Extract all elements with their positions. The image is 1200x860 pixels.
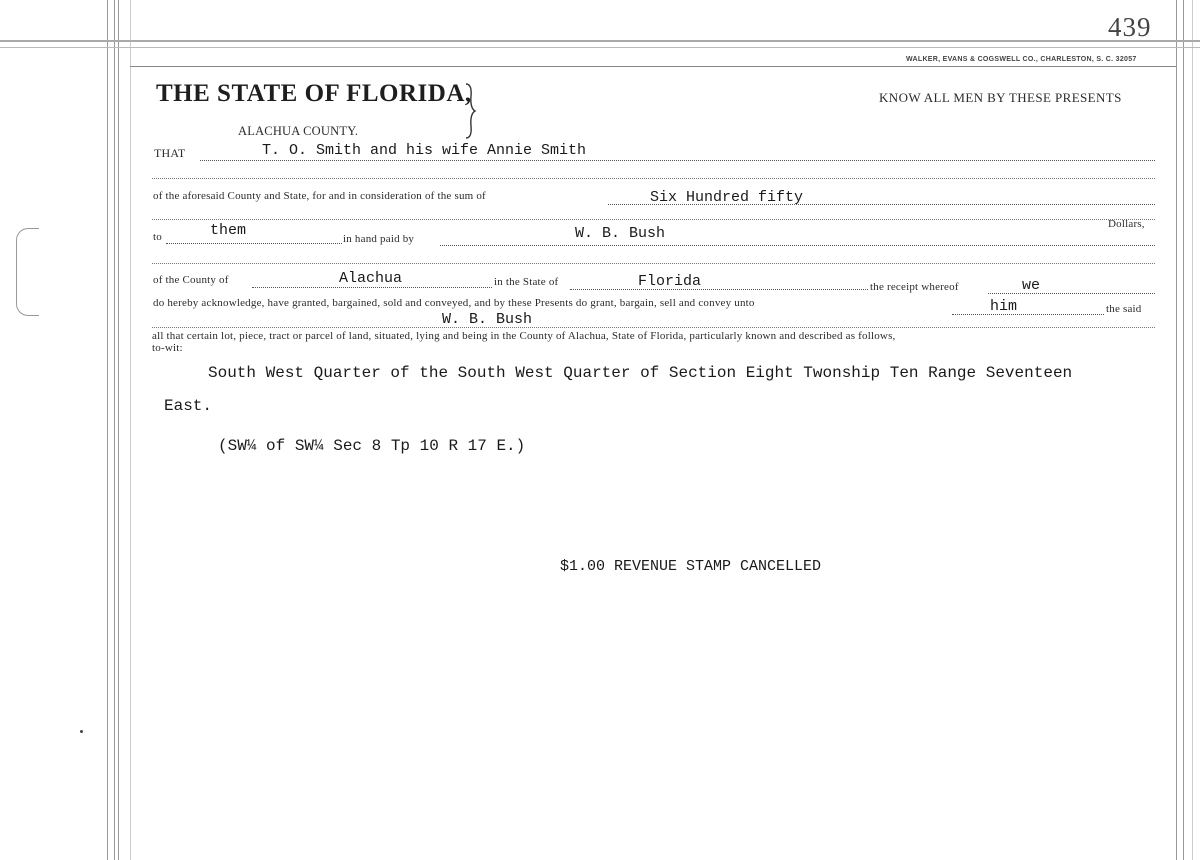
- county-of-label: of the County of: [153, 274, 229, 286]
- paid-by-value: W. B. Bush: [575, 225, 666, 242]
- to-label: to: [153, 231, 162, 243]
- margin-line-left-1: [107, 0, 108, 860]
- county-value: Alachua: [339, 270, 403, 287]
- grantors-blank: [200, 160, 1155, 161]
- separator-1: [152, 178, 1155, 179]
- grantors-value: T. O. Smith and his wife Annie Smith: [262, 142, 587, 159]
- separator-4: [152, 327, 1155, 328]
- margin-line-right-3: [1192, 0, 1193, 860]
- top-rule-1: [0, 40, 1200, 42]
- brace-icon: [462, 82, 478, 140]
- acknowledge-label: do hereby acknowledge, have granted, bargained, sold and conveyed, and by these Presents do grant, bargain, sell and convey unto: [153, 297, 755, 309]
- know-all-men: KNOW ALL MEN BY THESE PRESENTS: [879, 90, 1122, 105]
- that-label: THAT: [154, 146, 186, 160]
- state-value: Florida: [638, 273, 702, 290]
- county-heading: ALACHUA COUNTY.: [238, 124, 359, 138]
- paid-by-blank: [440, 245, 1155, 246]
- county-blank: [252, 287, 492, 288]
- the-said-label: the said: [1106, 303, 1142, 315]
- revenue-stamp-note: $1.00 REVENUE STAMP CANCELLED: [560, 558, 822, 575]
- convey-unto-blank: [952, 314, 1104, 315]
- separator-3: [152, 263, 1155, 264]
- state-of-label: in the State of: [494, 276, 559, 288]
- margin-line-left-4: [130, 0, 131, 860]
- margin-line-left-2: [114, 0, 115, 860]
- imprint-rule: [130, 66, 1176, 67]
- state-heading: THE STATE OF FLORIDA,: [156, 80, 472, 107]
- receipt-blank: [988, 293, 1155, 294]
- receipt-label: the receipt whereof: [870, 281, 959, 293]
- separator-2: [152, 219, 1155, 220]
- paid-to-value: them: [210, 222, 247, 239]
- binding-hole-mark: [16, 228, 39, 316]
- consideration-label: of the aforesaid County and State, for and in consideration of the sum of: [153, 190, 486, 202]
- convey-unto-value: him: [990, 298, 1018, 315]
- to-wit-label: to-wit:: [152, 342, 183, 354]
- description-line-2: East.: [164, 397, 213, 415]
- description-line-1: South West Quarter of the South West Quarter of Section Eight Twonship Ten Range Seventeen: [208, 364, 1073, 382]
- margin-line-right-2: [1183, 0, 1184, 860]
- printer-imprint: WALKER, EVANS & COGSWELL CO., CHARLESTON, S. C. 32057: [906, 56, 1137, 63]
- page-number: 439: [1108, 12, 1152, 42]
- receipt-value: we: [1022, 277, 1041, 294]
- stray-mark: [80, 730, 83, 733]
- amount-value: Six Hundred fifty: [650, 189, 804, 206]
- paid-to-blank: [166, 243, 342, 244]
- description-abbrev: (SW¼ of SW¼ Sec 8 Tp 10 R 17 E.): [218, 437, 526, 455]
- top-rule-2: [0, 47, 1200, 48]
- land-label: all that certain lot, piece, tract or parcel of land, situated, lying and being in the County of Alachua, State of Florida, particularly known and described as follows,: [152, 330, 896, 342]
- margin-line-right-1: [1176, 0, 1177, 860]
- dollars-label: Dollars,: [1108, 218, 1145, 230]
- state-blank: [570, 289, 868, 290]
- grantee-value: W. B. Bush: [442, 311, 533, 328]
- paid-by-label: in hand paid by: [343, 233, 415, 245]
- margin-line-left-3: [118, 0, 119, 860]
